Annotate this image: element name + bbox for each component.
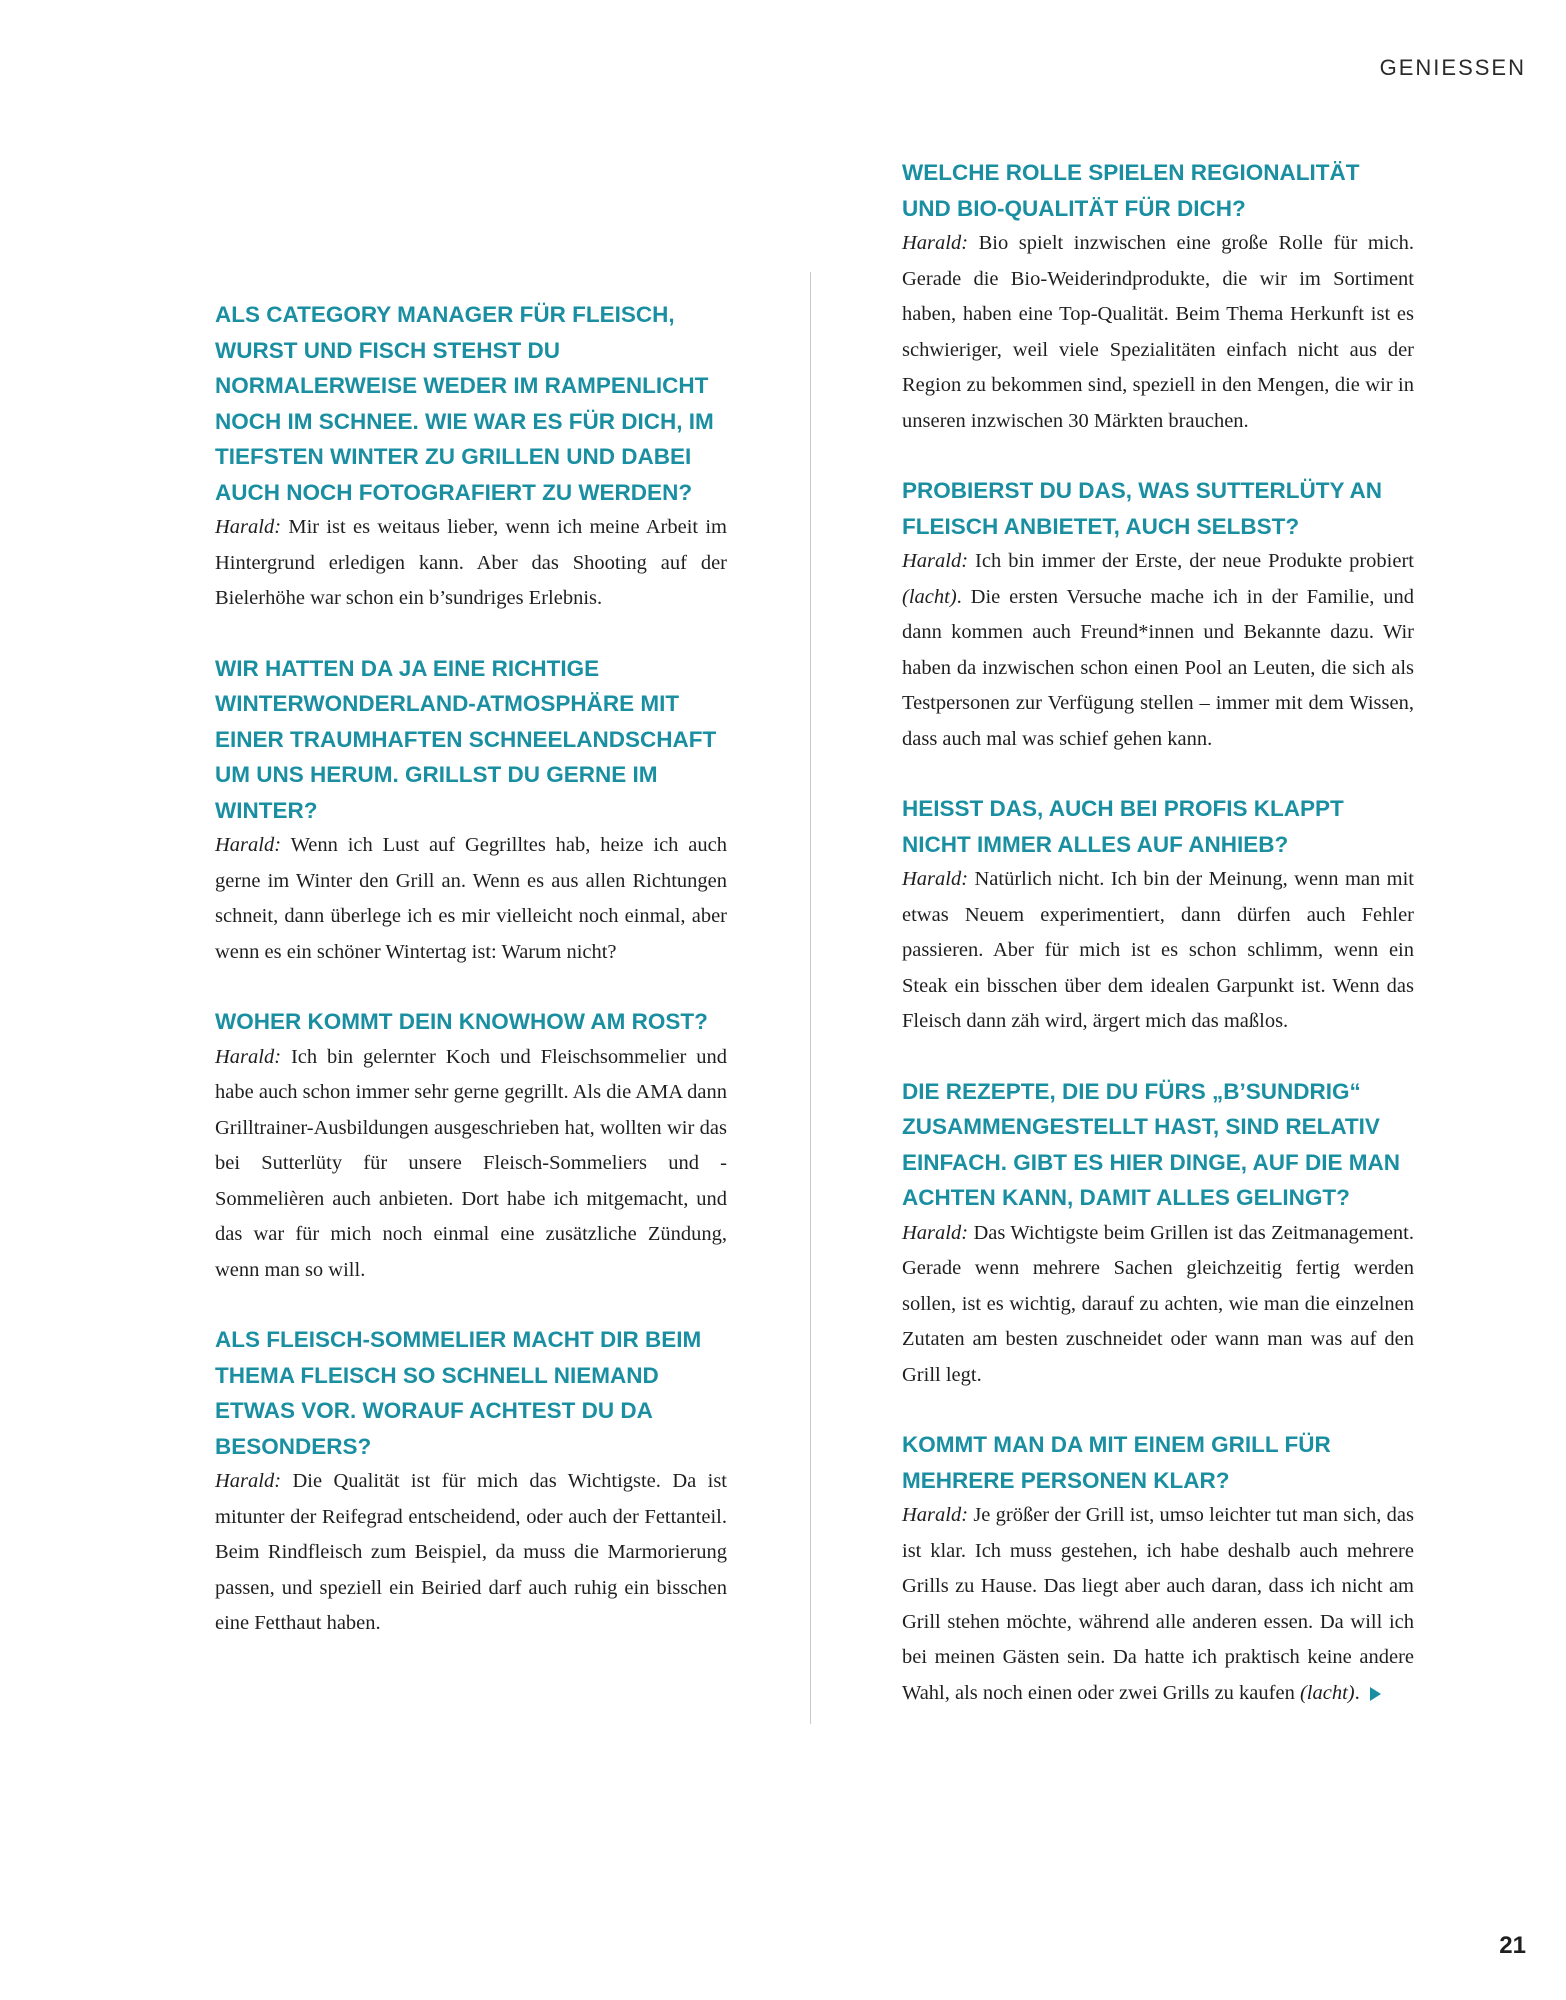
interview-answer (215, 510, 727, 617)
qa-block (215, 297, 727, 617)
answer-text: Das Wichtigste beim Grillen ist das Zeitmanagement. Gerade wenn mehrere Sachen gleichzeitig fertig werden sollen, ist es wichtig, darauf zu achten, wie man die einzelnen Zutaten am besten zuschneidet oder wann man was auf den Grill legt. (902, 1221, 1414, 1386)
answer-text: Je größer der Grill ist, umso leichter tut man sich, das ist klar. Ich muss gestehen, ich habe deshalb auch mehrere Grills zu Hause. Das liegt aber auch daran, dass ich nicht am Grill stehen möchte, während alle anderen essen. Da will ich bei meinen Gästen sein. Da hatte ich praktisch keine andere Wahl, als noch einen oder zwei Grills zu kaufen (902, 1504, 1415, 1704)
interview-answer (215, 1464, 727, 1642)
answer-text: . Die ersten Versuche mache ich in der Familie, und dann kommen auch Freund*innen und Bekannte dazu. Wir haben da inzwischen schon einen Pool an Leuten, die sich als Testpersonen zur Verfügung stellen – immer mit dem Wissen, dass auch mal was schief gehen kann. (902, 585, 1414, 750)
speaker-label: Harald: (902, 232, 969, 254)
interview-answer (902, 1216, 1414, 1394)
qa-block (215, 651, 727, 971)
speaker-label: Harald: (902, 1504, 969, 1526)
aside-laughs: (lacht) (1299, 1681, 1355, 1704)
answer-text: Ich bin immer der Erste, der neue Produkte probiert (975, 550, 1415, 572)
interview-question: WELCHE ROLLE SPIELEN REGIONALITÄT UND BIO-QUALITÄT FÜR DICH? (902, 160, 1360, 221)
interview-question: ALS CATEGORY MANAGER FÜR FLEISCH, WURST UND FISCH STEHST DU NORMALERWEISE WEDER IM RAMPENLICHT NOCH IM SCHNEE. WIE WAR ES FÜR DICH, IM TIEFSTEN WINTER ZU GRILLEN UND DABEI AUCH NOCH FOTOGRAFIERT ZU WERDEN? (215, 302, 714, 505)
interview-answer (215, 1040, 727, 1289)
answer-text: Die Qualität ist für mich das Wichtigste. Da ist mitunter der Reifegrad entscheidend, oder auch der Fettanteil. Beim Rindfleisch zum Beispiel, da muss die Marmorierung passen, und speziell ein Beiried darf auch ruhig ein bisschen eine Fetthaut haben. (215, 1470, 727, 1634)
speaker-label: Harald: (215, 1045, 282, 1068)
speaker-label: Harald: (902, 868, 969, 890)
qa-block (215, 1322, 727, 1642)
interview-question: PROBIERST DU DAS, WAS SUTTERLÜTY AN FLEISCH ANBIETET, AUCH SELBST? (902, 478, 1383, 539)
interview-answer (902, 862, 1414, 1040)
column-divider (810, 272, 811, 1724)
qa-block (902, 791, 1414, 1040)
interview-question: WIR HATTEN DA JA EINE RICHTIGE WINTERWONDERLAND-ATMOSPHÄRE MIT EINER TRAUMHAFTEN SCHNEELANDSCHAFT UM UNS HERUM. GRILLST DU GERNE IM WINTER? (215, 655, 717, 823)
answer-text: Wenn ich Lust auf Gegrilltes hab, heize ich auch gerne im Winter den Grill an. Wenn es aus allen Richtungen schneit, dann überlege ich es mir vielleicht noch einmal, aber wenn es ein schöner Wintertag ist: Warum nicht? (215, 834, 727, 963)
interview-question: ALS FLEISCH-SOMMELIER MACHT DIR BEIM THEMA FLEISCH SO SCHNELL NIEMAND ETWAS VOR. WORAUF ACHTEST DU DA BESONDERS? (215, 1327, 702, 1459)
page-number: 21 (1499, 1932, 1526, 1959)
interview-answer (902, 226, 1414, 439)
answer-text: . (1354, 1681, 1360, 1704)
qa-block (902, 473, 1414, 757)
interview-question: WOHER KOMMT DEIN KNOWHOW AM ROST? (215, 1009, 708, 1034)
speaker-label: Harald: (902, 1221, 969, 1244)
speaker-label: Harald: (215, 1470, 282, 1492)
interview-question: HEISST DAS, AUCH BEI PROFIS KLAPPT NICHT IMMER ALLES AUF ANHIEB? (902, 796, 1344, 857)
interview-answer (215, 828, 727, 970)
answer-text: Ich bin gelernter Koch und Fleischsommelier und habe auch schon immer sehr gerne gegrillt. Als die AMA dann Grilltrainer-Ausbildungen ausgeschrieben hat, wollten wir das bei Sutterlüty für unsere Fleisch-Sommeliers und -Sommelièren auch anbieten. Dort habe ich mitgemacht, und das war für mich noch einmal eine zusätzliche Zündung, wenn man so will. (215, 1045, 728, 1281)
speaker-label: Harald: (215, 516, 282, 538)
qa-block (215, 1004, 727, 1288)
interview-column-left (215, 297, 727, 1676)
section-label: GENIESSEN (1379, 55, 1526, 80)
qa-block (902, 1427, 1414, 1711)
answer-text: Natürlich nicht. Ich bin der Meinung, wenn man mit etwas Neuem experimentiert, dann dürfen auch Fehler passieren. Aber für mich ist es schon schlimm, wenn ein Steak ein bisschen über dem idealen Garpunkt ist. Wenn das Fleisch dann zäh wird, ärgert mich das maßlos. (902, 868, 1415, 1032)
play-arrow-icon (1370, 1687, 1381, 1701)
aside-laughs: (lacht) (902, 585, 957, 608)
interview-question: KOMMT MAN DA MIT EINEM GRILL FÜR MEHRERE PERSONEN KLAR? (902, 1432, 1331, 1493)
qa-block (902, 1074, 1414, 1394)
answer-text: Bio spielt inzwischen eine große Rolle für mich. Gerade die Bio-Weiderindprodukte, die wir im Sortiment haben, haben eine Top-Qualität. Beim Thema Herkunft ist es schwieriger, weil viele Spezialitäten einfach nicht aus der Region zu bekommen sind, speziell in den Mengen, die wir in unseren inzwischen 30 Märkten brauchen. (902, 232, 1414, 432)
interview-answer (902, 544, 1414, 757)
interview-question: DIE REZEPTE, DIE DU FÜRS „B’SUNDRIG“ ZUSAMMENGESTELLT HAST, SIND RELATIV EINFACH. GIBT ES HIER DINGE, AUF DIE MAN ACHTEN KANN, DAMIT ALLES GELINGT? (902, 1078, 1400, 1210)
interview-answer (902, 1498, 1414, 1711)
qa-block (902, 155, 1414, 439)
speaker-label: Harald: (902, 550, 969, 572)
answer-text: Mir ist es weitaus lieber, wenn ich meine Arbeit im Hintergrund erledigen kann. Aber das Shooting auf der Bielerhöhe war schon ein b’sundriges Erlebnis. (215, 516, 727, 609)
interview-column-right (902, 155, 1414, 1745)
speaker-label: Harald: (215, 834, 282, 856)
